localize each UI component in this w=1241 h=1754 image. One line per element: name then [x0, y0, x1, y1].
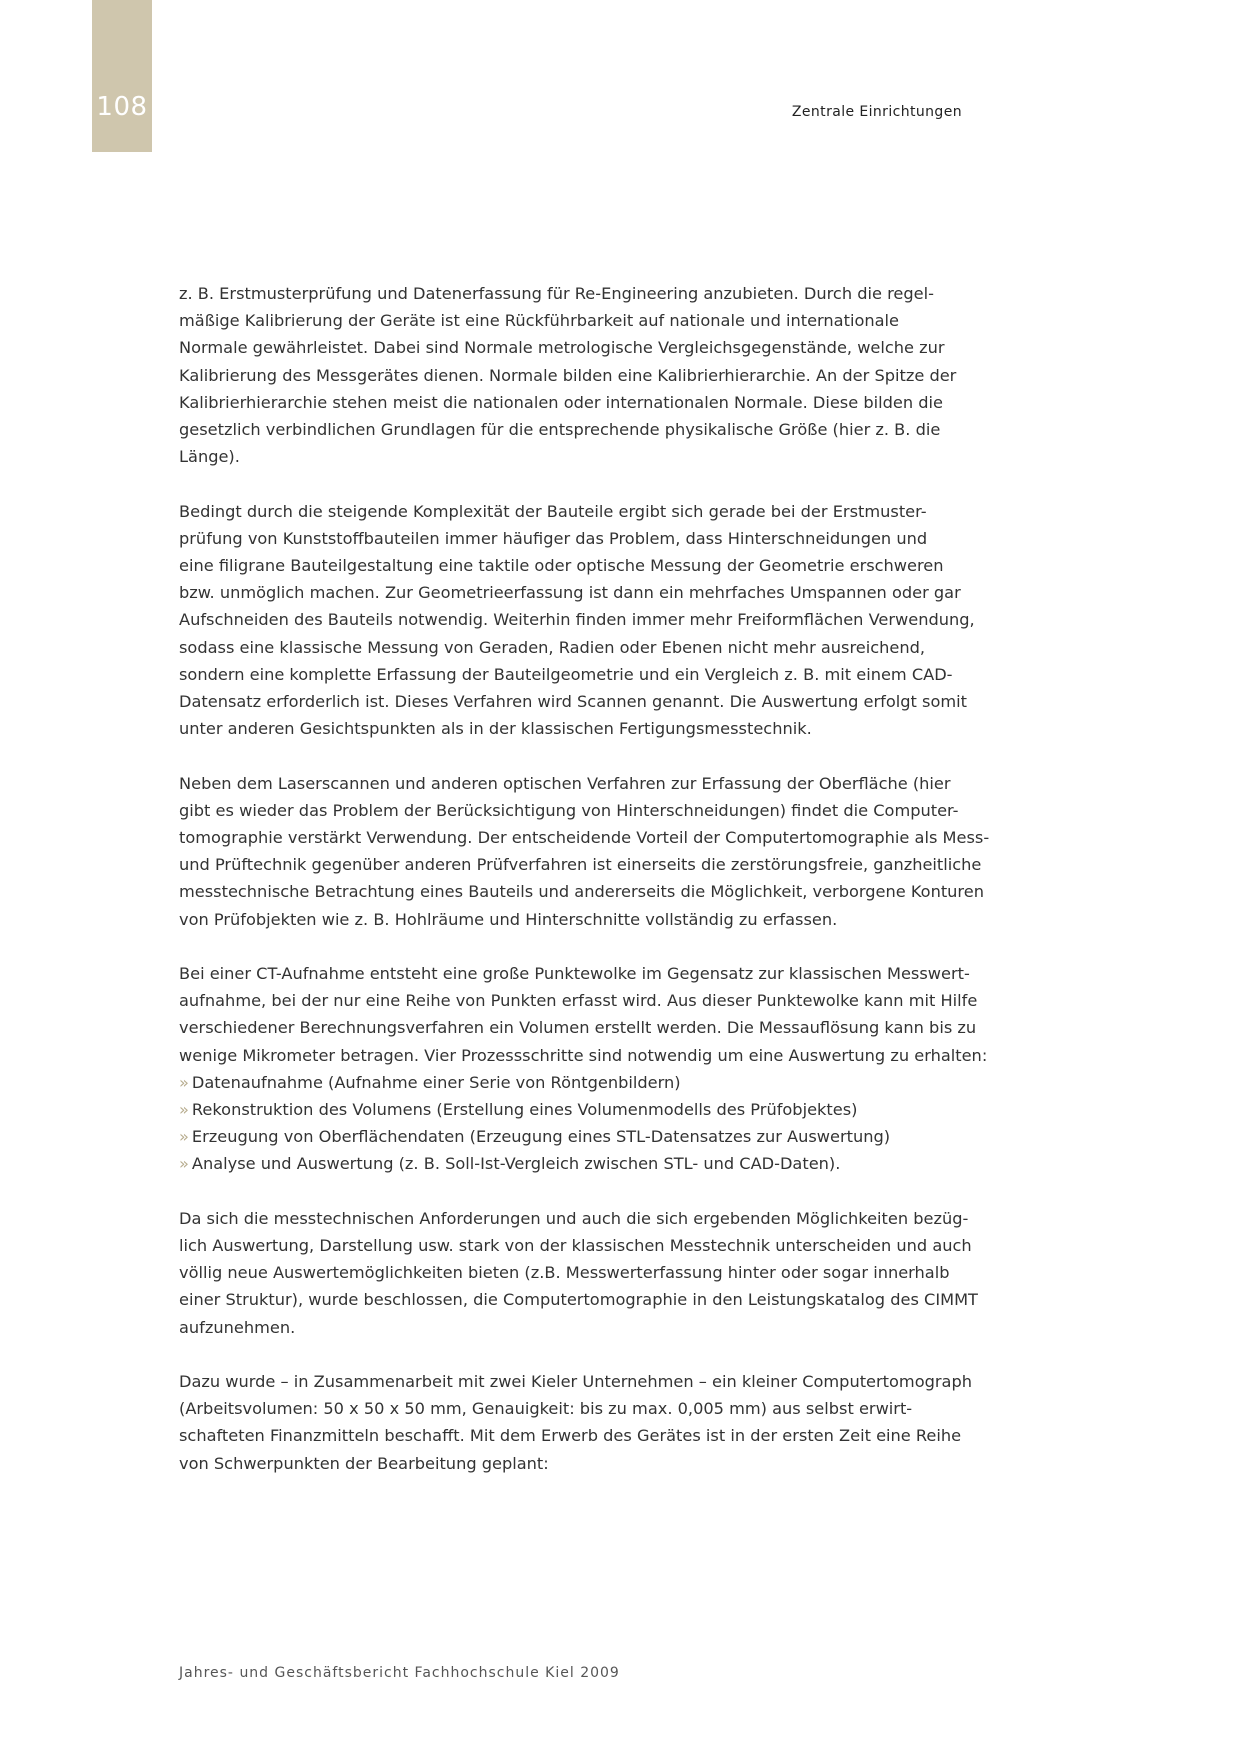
- text-line: sodass eine klassische Messung von Geraden, Radien oder Ebenen nicht mehr ausreichend,: [179, 637, 926, 657]
- text-line: gesetzlich verbindlichen Grundlagen für die entsprechende physikalische Größe (hier z. B. die: [179, 420, 941, 440]
- text-line: Neben dem Laserscannen und anderen optischen Verfahren zur Erfassung der Oberfläche (hier: [179, 773, 951, 793]
- text-line: prüfung von Kunststoffbauteilen immer häufiger das Problem, dass Hinterschneidungen und: [179, 528, 928, 548]
- text-line: bzw. unmöglich machen. Zur Geometrieerfassung ist dann ein mehrfaches Umspannen oder gar: [179, 583, 961, 603]
- text-line: Normale gewährleistet. Dabei sind Normale metrologische Vergleichsgegenstände, welche zur: [179, 338, 945, 358]
- text-line: wenige Mikrometer betragen. Vier Prozessschritte sind notwendig um eine Auswertung zu erhalten:: [179, 1045, 988, 1065]
- text-line: aufnahme, bei der nur eine Reihe von Punkten erfasst wird. Aus dieser Punktewolke kann mit Hilfe: [179, 991, 978, 1011]
- text-line: sondern eine komplette Erfassung der Bauteilgeometrie und ein Vergleich z. B. mit einem CAD-: [179, 664, 953, 684]
- text-line: mäßige Kalibrierung der Geräte ist eine Rückführbarkeit auf nationale und internationale: [179, 311, 899, 331]
- text-line: Da sich die messtechnischen Anforderungen und auch die sich ergebenden Möglichkeiten bezüg-: [179, 1208, 969, 1228]
- text-line: Dazu wurde – in Zusammenarbeit mit zwei Kieler Unternehmen – ein kleiner Computertomograph: [179, 1372, 972, 1392]
- paragraph-4: [179, 960, 988, 1178]
- list-item: [179, 1123, 969, 1150]
- text-line: verschiedener Berechnungsverfahren ein Volumen erstellt werden. Die Messauflösung kann bis zu: [179, 1018, 977, 1038]
- text-line: z. B. Erstmusterprüfung und Datenerfassung für Re-Engineering anzubieten. Durch die regel-: [179, 284, 934, 303]
- text-line: und Prüftechnik gegenüber anderen Prüfverfahren ist einerseits die zerstörungsfreie, ganzheitliche: [179, 855, 982, 875]
- text-line: Kalibrierhierarchie stehen meist die nationalen oder internationalen Normale. Diese bilden die: [179, 392, 943, 412]
- paragraph-2: [179, 498, 975, 743]
- bullet-chevron-icon: »: [179, 1154, 189, 1174]
- bullet-chevron-icon: »: [179, 1127, 189, 1147]
- text-line: Datensatz erforderlich ist. Dieses Verfahren wird Scannen genannt. Die Auswertung erfolgt somit: [179, 692, 967, 712]
- paragraph-3: [179, 770, 990, 933]
- text-line: Länge).: [179, 447, 240, 467]
- text-line: von Prüfobjekten wie z. B. Hohlräume und Hinterschnitte vollständig zu erfassen.: [179, 909, 838, 929]
- text-line: tomographie verstärkt Verwendung. Der entscheidende Vorteil der Computertomographie als Mess-: [179, 828, 990, 848]
- process-steps-list: [179, 1069, 969, 1178]
- list-item: [179, 1069, 969, 1096]
- text-line: schafteten Finanzmitteln beschafft. Mit dem Erwerb des Gerätes ist in der ersten Zeit eine Reihe: [179, 1426, 962, 1446]
- list-item-text: Analyse und Auswertung (z. B. Soll-Ist-Vergleich zwischen STL- und CAD-Daten).: [191, 1154, 841, 1174]
- list-item: [179, 1096, 969, 1123]
- paragraph-1: [179, 280, 969, 470]
- list-item-text: Datenaufnahme (Aufnahme einer Serie von Röntgenbildern): [191, 1072, 681, 1092]
- text-line: messtechnische Betrachtung eines Bauteils und andererseits die Möglichkeit, verborgene Konturen: [179, 882, 984, 902]
- text-line: unter anderen Gesichtspunkten als in der klassischen Fertigungsmesstechnik.: [179, 719, 812, 739]
- text-line: Bei einer CT-Aufnahme entsteht eine große Punktewolke im Gegensatz zur klassischen Messwert-: [179, 964, 970, 984]
- running-header: Zentrale Einrichtungen: [791, 104, 962, 120]
- text-line: von Schwerpunkten der Bearbeitung geplant:: [179, 1453, 549, 1473]
- text-line: Aufschneiden des Bauteils notwendig. Weiterhin finden immer mehr Freiformflächen Verwendung,: [179, 610, 975, 630]
- list-item-text: Rekonstruktion des Volumens (Erstellung eines Volumenmodells des Prüfobjektes): [191, 1100, 858, 1120]
- page-footer: Jahres- und Geschäftsbericht Fachhochschule Kiel 2009: [179, 1665, 620, 1681]
- page-number-tab: [92, 0, 152, 152]
- text-line: völlig neue Auswertemöglichkeiten bieten (z.B. Messwerterfassung hinter oder sogar innerhalb: [179, 1263, 950, 1283]
- bullet-chevron-icon: »: [179, 1100, 189, 1120]
- text-line: aufzunehmen.: [179, 1317, 296, 1337]
- text-line: lich Auswertung, Darstellung usw. stark von der klassischen Messtechnik unterscheiden und auch: [179, 1236, 972, 1256]
- text-line: Bedingt durch die steigende Komplexität der Bauteile ergibt sich gerade bei der Erstmuster-: [179, 501, 927, 521]
- text-line: einer Struktur), wurde beschlossen, die Computertomographie in den Leistungskatalog des CIMMT: [179, 1290, 978, 1310]
- paragraph-5: [179, 1205, 978, 1341]
- list-item-text: Erzeugung von Oberflächendaten (Erzeugung eines STL-Datensatzes zur Auswertung): [191, 1127, 891, 1147]
- bullet-chevron-icon: »: [179, 1072, 189, 1092]
- text-line: Kalibrierung des Messgerätes dienen. Normale bilden eine Kalibrierhierarchie. An der Spitze der: [179, 365, 957, 385]
- paragraph-6: [179, 1368, 972, 1477]
- list-item: [179, 1150, 969, 1177]
- page-number: 108: [96, 92, 148, 122]
- body-text: [179, 280, 990, 1504]
- text-line: eine filigrane Bauteilgestaltung eine taktile oder optische Messung der Geometrie erschweren: [179, 556, 944, 576]
- text-line: (Arbeitsvolumen: 50 x 50 x 50 mm, Genauigkeit: bis zu max. 0,005 mm) aus selbst erwirt-: [179, 1399, 913, 1419]
- text-line: gibt es wieder das Problem der Berücksichtigung von Hinterschneidungen) findet die Computer-: [179, 800, 959, 820]
